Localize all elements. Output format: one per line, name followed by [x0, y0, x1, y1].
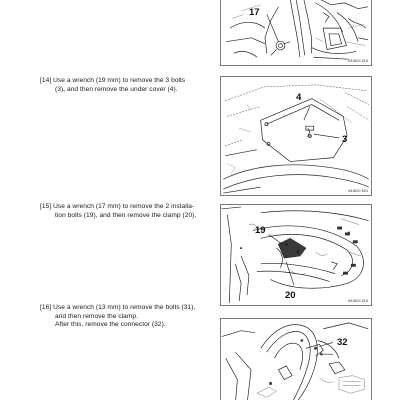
step-15-line-1: [15] Use a wrench (17 mm) to remove the 2 installa- [40, 203, 195, 210]
step-14-line-1: [14] Use a wrench (19 mm) to remove the 3 bolts [40, 77, 186, 84]
callout-19: 19 [255, 225, 266, 236]
step-16-line-2: and then remove the clamp. [55, 312, 139, 320]
step-16-line-3: After this, remove the connector (32). [55, 321, 166, 329]
figure-17 [220, 0, 372, 66]
callout-17: 17 [249, 7, 260, 18]
step-14-line-2: (3), and then remove the under cover (4). [55, 85, 178, 93]
figure-code: IM1800 618 [348, 59, 368, 63]
step-15 [40, 203, 216, 220]
step-14 [40, 77, 216, 94]
step-16-line-1: [16] Use a wrench (13 mm) to remove the bolts (31), [40, 304, 196, 311]
step-16 [40, 304, 216, 330]
connector-illustration [221, 319, 371, 400]
callout-20: 20 [285, 290, 296, 301]
engine-illustration-1 [221, 0, 371, 65]
callout-32: 32 [337, 337, 348, 348]
callout-3: 3 [342, 134, 348, 145]
figure-under-cover [220, 76, 372, 196]
figure-connector [220, 318, 372, 400]
clamp-illustration [221, 205, 371, 305]
figure-code: IM1800 603 [348, 189, 368, 193]
step-15-line-2: tion bolts (19), and then remove the clamp (20). [55, 211, 197, 219]
callout-4: 4 [296, 92, 302, 103]
figure-clamp [220, 204, 372, 306]
figure-code: IM1800 618 [348, 299, 368, 303]
